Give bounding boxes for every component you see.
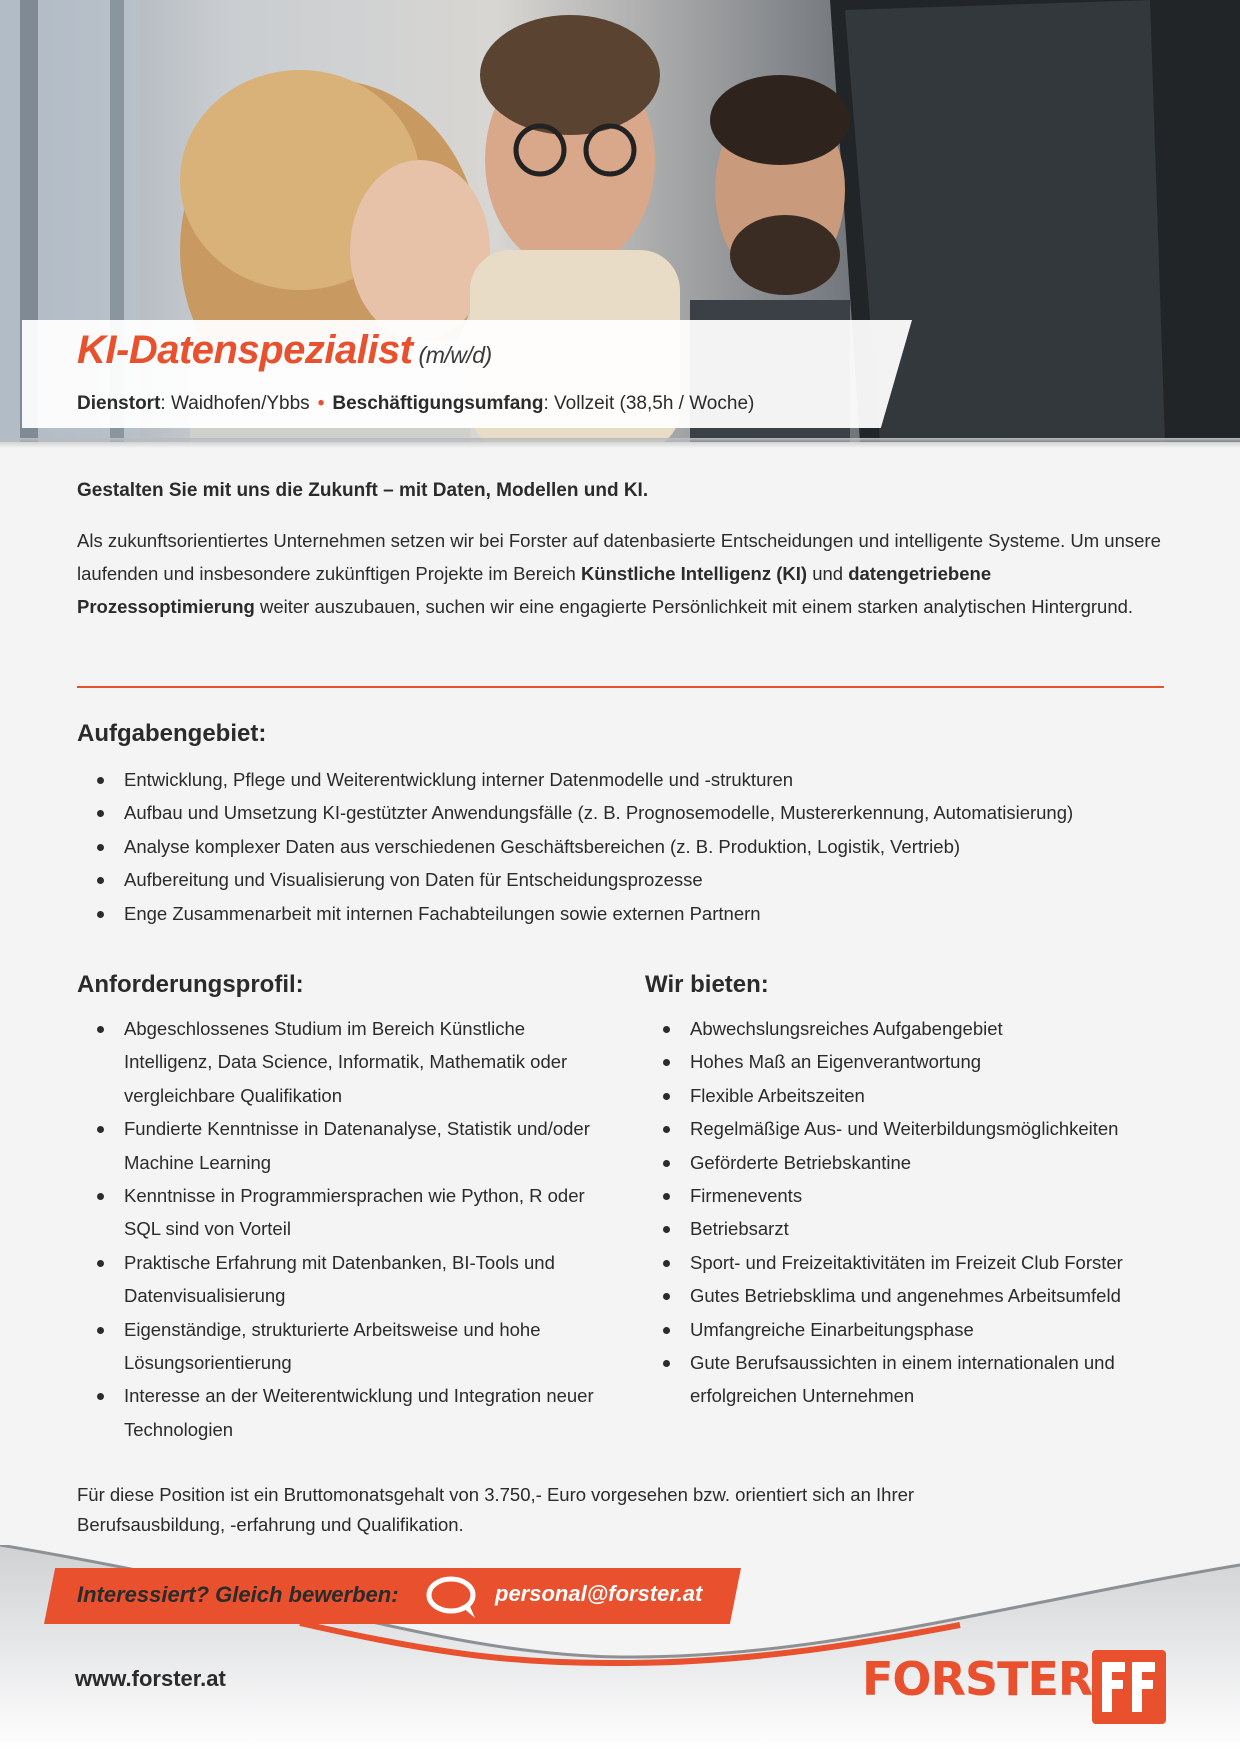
list-item: Fundierte Kenntnisse in Datenanalyse, Statistik und/oder Machine Learning: [77, 1112, 617, 1179]
requirements-heading: Anforderungsprofil:: [77, 971, 304, 998]
list-item: Eigenständige, strukturierte Arbeitsweise und hohe Lösungsorientierung: [77, 1313, 617, 1380]
offers-list: [643, 1012, 1173, 1413]
salary-note: Für diese Position ist ein Bruttomonatsgehalt von 3.750,- Euro vorgesehen bzw. orientiert sich an Ihrer Berufsausbildung, -erfahrung und Qualifikation.: [77, 1484, 915, 1535]
website-link[interactable]: www.forster.at: [75, 1666, 226, 1691]
intro-bold-2: datengetriebene Prozessoptimierung: [77, 563, 992, 617]
tasks-heading: Aufgabengebiet:: [77, 720, 267, 747]
list-item: Regelmäßige Aus- und Weiterbildungsmöglichkeiten: [643, 1112, 1173, 1145]
list-item: Geförderte Betriebskantine: [643, 1146, 1173, 1179]
job-title: [77, 328, 492, 373]
list-item: Kenntnisse in Programmiersprachen wie Python, R oder SQL sind von Vorteil: [77, 1179, 617, 1246]
job-meta: [77, 393, 754, 415]
intro-text-2: und: [807, 563, 849, 584]
list-item: Analyse komplexer Daten aus verschiedenen Geschäftsbereichen (z. B. Produktion, Logistik, Vertrieb): [77, 830, 1177, 863]
list-item: Gute Berufsaussichten in einem internationalen und erfolgreichen Unternehmen: [643, 1346, 1173, 1413]
forster-logo-wordmark: FORSTER: [862, 1652, 1093, 1706]
tasks-list: [77, 763, 1177, 930]
intro-text-3: weiter auszubauen, suchen wir eine engagierte Persönlichkeit mit einem starken analytischen Hintergrund.: [254, 596, 1134, 617]
cta-label: Interessiert? Gleich bewerben:: [77, 1582, 399, 1607]
job-title-text: KI-Datenspezialist: [77, 328, 413, 372]
section-divider: [77, 686, 1164, 688]
scope-label: Beschäftigungsumfang: [332, 393, 544, 414]
hero-shadow: [0, 438, 1240, 448]
intro-text-1: Als zukunftsorientiertes Unternehmen setzen wir bei Forster auf datenbasierte Entscheidungen und intelligente Systeme. Um unsere laufenden und insbesondere zukünftigen Projekte im Bereich: [77, 530, 1161, 584]
scope-value: : Vollzeit (38,5h / Woche): [543, 393, 755, 414]
meta-separator: •: [317, 393, 325, 414]
job-title-suffix: (m/w/d): [418, 342, 492, 368]
intro-paragraph: [77, 524, 1162, 623]
chat-bubble-icon: [425, 1574, 481, 1622]
application-email-link[interactable]: personal@forster.at: [495, 1581, 703, 1606]
list-item: Flexible Arbeitszeiten: [643, 1079, 1173, 1112]
offers-heading: Wir bieten:: [645, 971, 769, 998]
requirements-list: [77, 1012, 617, 1446]
list-item: Umfangreiche Einarbeitungsphase: [643, 1313, 1173, 1346]
list-item: Firmenevents: [643, 1179, 1173, 1212]
list-item: Abwechslungsreiches Aufgabengebiet: [643, 1012, 1173, 1045]
intro-bold-1: Künstliche Intelligenz (KI): [580, 563, 808, 584]
location-value: : Waidhofen/Ybbs: [160, 393, 310, 414]
list-item: Interesse an der Weiterentwicklung und Integration neuer Technologien: [77, 1379, 617, 1446]
list-item: Betriebsarzt: [643, 1212, 1173, 1245]
list-item: Aufbereitung und Visualisierung von Daten für Entscheidungsprozesse: [77, 863, 1177, 896]
list-item: Abgeschlossenes Studium im Bereich Künstliche Intelligenz, Data Science, Informatik, Mathematik oder vergleichbare Qualifikation: [77, 1012, 617, 1112]
forster-logo-icon: [1092, 1650, 1166, 1724]
list-item: Enge Zusammenarbeit mit internen Fachabteilungen sowie externen Partnern: [77, 897, 1177, 930]
list-item: Gutes Betriebsklima und angenehmes Arbeitsumfeld: [643, 1279, 1173, 1312]
list-item: Sport- und Freizeitaktivitäten im Freizeit Club Forster: [643, 1246, 1173, 1279]
intro-heading: Gestalten Sie mit uns die Zukunft – mit Daten, Modellen und KI.: [77, 480, 649, 501]
list-item: Entwicklung, Pflege und Weiterentwicklung interner Datenmodelle und -strukturen: [77, 763, 1177, 796]
list-item: Hohes Maß an Eigenverantwortung: [643, 1045, 1173, 1078]
list-item: Praktische Erfahrung mit Datenbanken, BI-Tools und Datenvisualisierung: [77, 1246, 617, 1313]
list-item: Aufbau und Umsetzung KI-gestützter Anwendungsfälle (z. B. Prognosemodelle, Mustererkennung, Automatisierung): [77, 796, 1177, 829]
location-label: Dienstort: [77, 393, 161, 414]
